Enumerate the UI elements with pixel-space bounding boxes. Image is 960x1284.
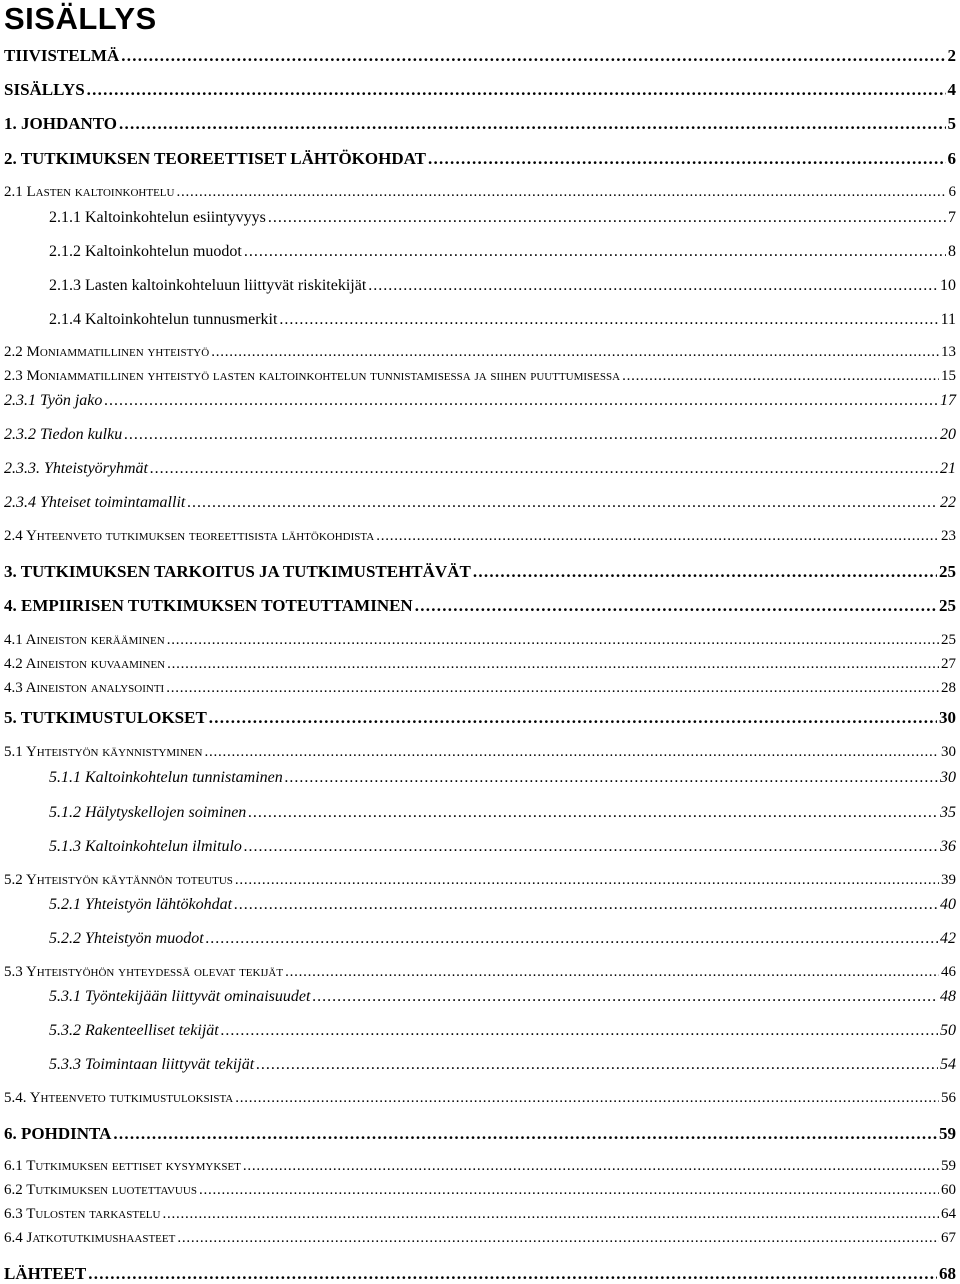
dot-leader bbox=[235, 1090, 939, 1107]
dot-leader bbox=[622, 368, 939, 385]
toc-entry-label: 5.2.2 Yhteistyön muodot bbox=[49, 930, 204, 947]
dot-leader bbox=[428, 149, 946, 169]
toc-entry-page-number: 10 bbox=[940, 277, 956, 294]
toc-entry-label: 2.2 Moniammatillinen yhteistyö bbox=[4, 344, 210, 360]
toc-entry[interactable] bbox=[49, 896, 956, 914]
toc-entry[interactable] bbox=[49, 277, 956, 295]
toc-entry-label: 6. POHDINTA bbox=[4, 1124, 112, 1143]
toc-entry[interactable] bbox=[49, 838, 956, 856]
dot-leader bbox=[415, 596, 937, 616]
toc-entry-page-number: 40 bbox=[940, 896, 956, 913]
dot-leader bbox=[88, 1264, 937, 1284]
toc-entry[interactable] bbox=[4, 964, 956, 981]
toc-entry-page-number: 59 bbox=[941, 1158, 956, 1174]
toc-entry-page-number: 48 bbox=[940, 988, 956, 1005]
toc-entry-label: 4.1 Aineiston kerääminen bbox=[4, 632, 165, 648]
toc-entry-label: 2.3.2 Tiedon kulku bbox=[4, 426, 123, 443]
dot-leader bbox=[204, 744, 939, 761]
dot-leader bbox=[248, 804, 938, 822]
toc-entry-label: 5.3 Yhteistyöhön yhteydessä olevat tekijät bbox=[4, 964, 284, 980]
toc-entry[interactable] bbox=[4, 344, 956, 361]
toc-entry[interactable] bbox=[4, 708, 956, 728]
toc-entry-label: 6.1 Tutkimuksen eettiset kysymykset bbox=[4, 1158, 241, 1174]
toc-entry-page-number: 13 bbox=[941, 344, 956, 360]
toc-entry-label: 6.2 Tutkimuksen luotettavuus bbox=[4, 1182, 197, 1198]
dot-leader bbox=[268, 209, 946, 227]
toc-entry[interactable] bbox=[4, 494, 956, 512]
toc-entry-page-number: 17 bbox=[940, 392, 956, 409]
dot-leader bbox=[209, 708, 937, 728]
toc-entry-page-number: 36 bbox=[940, 838, 956, 855]
toc-entry-page-number: 64 bbox=[941, 1206, 956, 1222]
toc-entry[interactable] bbox=[4, 528, 956, 545]
dot-leader bbox=[235, 872, 939, 889]
toc-entry[interactable] bbox=[4, 1230, 956, 1247]
toc-entry-label: SISÄLLYS bbox=[4, 80, 85, 99]
toc-entry-page-number: 6 bbox=[948, 184, 956, 200]
toc-entry[interactable] bbox=[4, 680, 956, 697]
toc-entry-label: 2.4 Yhteenveto tutkimuksen teoreettisista lähtökohdista bbox=[4, 528, 375, 544]
toc-entry-label: 5.1 Yhteistyön käynnistyminen bbox=[4, 744, 203, 760]
toc-entry[interactable] bbox=[4, 1158, 956, 1175]
toc-entry-page-number: 59 bbox=[939, 1124, 956, 1143]
toc-entry[interactable] bbox=[4, 114, 956, 134]
dot-leader bbox=[187, 494, 938, 512]
toc-entry[interactable] bbox=[4, 368, 956, 385]
dot-leader bbox=[256, 1056, 938, 1074]
toc-entry-page-number: 50 bbox=[940, 1022, 956, 1039]
toc-entry[interactable] bbox=[4, 1124, 956, 1144]
toc-entry-label: 2.1.1 Kaltoinkohtelun esiintyvyys bbox=[49, 209, 266, 226]
dot-leader bbox=[473, 562, 937, 582]
toc-entry-label: 5. TUTKIMUSTULOKSET bbox=[4, 708, 207, 727]
toc-entry-page-number: 5 bbox=[947, 114, 956, 133]
toc-entry-page-number: 30 bbox=[940, 769, 956, 786]
dot-leader bbox=[177, 1230, 939, 1247]
toc-entry-label: LÄHTEET bbox=[4, 1264, 87, 1283]
toc-entry-label: 3. TUTKIMUKSEN TARKOITUS JA TUTKIMUSTEHTÄVÄT bbox=[4, 562, 471, 581]
toc-entry[interactable] bbox=[4, 1206, 956, 1223]
toc-entry[interactable] bbox=[4, 562, 956, 582]
toc-entry-page-number: 35 bbox=[940, 804, 956, 821]
toc-entry-page-number: 22 bbox=[940, 494, 956, 511]
toc-entry[interactable] bbox=[4, 184, 956, 201]
toc-entry[interactable] bbox=[49, 243, 956, 261]
toc-entry-page-number: 30 bbox=[939, 708, 956, 727]
dot-leader bbox=[166, 680, 939, 697]
toc-entry-page-number: 46 bbox=[941, 964, 956, 980]
toc-entry-label: 6.3 Tulosten tarkastelu bbox=[4, 1206, 161, 1222]
toc-entry-label: 6.4 Jatkotutkimushaasteet bbox=[4, 1230, 176, 1246]
dot-leader bbox=[124, 426, 938, 444]
toc-entry[interactable] bbox=[4, 744, 956, 761]
toc-entry-page-number: 2 bbox=[947, 46, 956, 65]
toc-entry[interactable] bbox=[4, 1090, 956, 1107]
toc-entry[interactable] bbox=[4, 872, 956, 889]
toc-entry[interactable] bbox=[4, 596, 956, 616]
dot-leader bbox=[113, 1124, 937, 1144]
toc-entry-label: 2.1.3 Lasten kaltoinkohteluun liittyvät riskitekijät bbox=[49, 277, 367, 294]
dot-leader bbox=[119, 114, 945, 134]
toc-entry[interactable] bbox=[49, 311, 956, 329]
toc-entry-label: 5.2 Yhteistyön käytännön toteutus bbox=[4, 872, 233, 888]
toc-entry-page-number: 6 bbox=[947, 149, 956, 168]
toc-entry-label: 5.1.1 Kaltoinkohtelun tunnistaminen bbox=[49, 769, 283, 786]
dot-leader bbox=[211, 344, 939, 361]
dot-leader bbox=[244, 838, 938, 856]
toc-entry-page-number: 39 bbox=[941, 872, 956, 888]
toc-entry-label: 2.3.3. Yhteistyöryhmät bbox=[4, 460, 148, 477]
dot-leader bbox=[104, 392, 938, 410]
toc-entry-page-number: 20 bbox=[940, 426, 956, 443]
toc-entry-label: 2.3 Moniammatillinen yhteistyö lasten kaltoinkohtelun tunnistamisessa ja siihen puuttumisessa bbox=[4, 368, 621, 384]
toc-entry-label: 2.1 Lasten kaltoinkohtelu bbox=[4, 184, 175, 200]
dot-leader bbox=[162, 1206, 939, 1223]
dot-leader bbox=[167, 632, 939, 649]
toc-entry-label: 2.3.1 Työn jako bbox=[4, 392, 103, 409]
dot-leader bbox=[285, 769, 938, 787]
toc-entry[interactable] bbox=[49, 1056, 956, 1074]
dot-leader bbox=[312, 988, 938, 1006]
toc-entry-page-number: 54 bbox=[940, 1056, 956, 1073]
toc-entry[interactable] bbox=[4, 460, 956, 478]
dot-leader bbox=[244, 243, 946, 261]
toc-entry-label: 1. JOHDANTO bbox=[4, 114, 118, 133]
toc-entry-label: 5.1.3 Kaltoinkohtelun ilmitulo bbox=[49, 838, 242, 855]
toc-entry[interactable] bbox=[49, 209, 956, 227]
toc-entry[interactable] bbox=[4, 80, 956, 100]
dot-leader bbox=[279, 311, 938, 329]
toc-entry[interactable] bbox=[4, 46, 956, 66]
toc-entry-label: 5.1.2 Hälytyskellojen soiminen bbox=[49, 804, 247, 821]
toc-entry[interactable] bbox=[49, 769, 956, 787]
toc-entry-label: 2.3.4 Yhteiset toimintamallit bbox=[4, 494, 186, 511]
toc-entry[interactable] bbox=[4, 1182, 956, 1199]
toc-entry-page-number: 67 bbox=[941, 1230, 956, 1246]
toc-entry[interactable] bbox=[49, 804, 956, 822]
toc-entry[interactable] bbox=[4, 632, 956, 649]
toc-entry-label: 2.1.4 Kaltoinkohtelun tunnusmerkit bbox=[49, 311, 278, 328]
toc-entry-page-number: 42 bbox=[940, 930, 956, 947]
toc-entry-label: 2. TUTKIMUKSEN TEOREETTISET LÄHTÖKOHDAT bbox=[4, 149, 426, 168]
toc-entry-label: 5.2.1 Yhteistyön lähtökohdat bbox=[49, 896, 233, 913]
toc-entry-label: 5.3.1 Työntekijään liittyvät ominaisuudet bbox=[49, 988, 311, 1005]
toc-entry-label: TIIVISTELMÄ bbox=[4, 46, 120, 65]
toc-entry-page-number: 25 bbox=[939, 562, 956, 581]
toc-entry[interactable] bbox=[49, 930, 956, 948]
toc-entry[interactable] bbox=[4, 392, 956, 410]
dot-leader bbox=[221, 1022, 938, 1040]
toc-entry-label: 4. EMPIIRISEN TUTKIMUKSEN TOTEUTTAMINEN bbox=[4, 596, 413, 615]
dot-leader bbox=[206, 930, 938, 948]
toc-entry-label: 5.3.2 Rakenteelliset tekijät bbox=[49, 1022, 219, 1039]
dot-leader bbox=[368, 277, 938, 295]
dot-leader bbox=[87, 80, 946, 100]
dot-leader bbox=[121, 46, 945, 66]
toc-entry[interactable] bbox=[4, 1264, 956, 1284]
toc-entry-label: 5.4. Yhteenveto tutkimustuloksista bbox=[4, 1090, 234, 1106]
toc-entry[interactable] bbox=[4, 656, 956, 673]
toc-entry-page-number: 28 bbox=[941, 680, 956, 696]
toc-entry-page-number: 7 bbox=[948, 209, 956, 226]
dot-leader bbox=[285, 964, 939, 981]
toc-entry-page-number: 68 bbox=[939, 1264, 956, 1283]
toc-entry-label: 2.1.2 Kaltoinkohtelun muodot bbox=[49, 243, 242, 260]
toc-entry[interactable] bbox=[4, 426, 956, 444]
dot-leader bbox=[243, 1158, 939, 1175]
toc-entry-page-number: 60 bbox=[941, 1182, 956, 1198]
toc-entry[interactable] bbox=[49, 1022, 956, 1040]
page-title: SISÄLLYS bbox=[4, 1, 157, 36]
toc-entry-page-number: 27 bbox=[941, 656, 956, 672]
toc-entry-label: 5.3.3 Toimintaan liittyvät tekijät bbox=[49, 1056, 255, 1073]
dot-leader bbox=[376, 528, 939, 545]
dot-leader bbox=[150, 460, 938, 478]
toc-entry[interactable] bbox=[49, 988, 956, 1006]
dot-leader bbox=[167, 656, 939, 673]
toc-entry-page-number: 23 bbox=[941, 528, 956, 544]
toc-entry-page-number: 15 bbox=[941, 368, 956, 384]
toc-entry-page-number: 21 bbox=[940, 460, 956, 477]
toc-entry-label: 4.3 Aineiston analysointi bbox=[4, 680, 165, 696]
toc-entry-page-number: 56 bbox=[941, 1090, 956, 1106]
toc-entry-label: 4.2 Aineiston kuvaaminen bbox=[4, 656, 166, 672]
toc-entry-page-number: 25 bbox=[941, 632, 956, 648]
toc-entry-page-number: 8 bbox=[948, 243, 956, 260]
toc-entry-page-number: 25 bbox=[939, 596, 956, 615]
toc-entry-page-number: 30 bbox=[941, 744, 956, 760]
dot-leader bbox=[234, 896, 938, 914]
toc-entry[interactable] bbox=[4, 149, 956, 169]
dot-leader bbox=[199, 1182, 939, 1199]
toc-entry-page-number: 4 bbox=[947, 80, 956, 99]
dot-leader bbox=[176, 184, 946, 201]
toc-entry-page-number: 11 bbox=[940, 311, 956, 328]
